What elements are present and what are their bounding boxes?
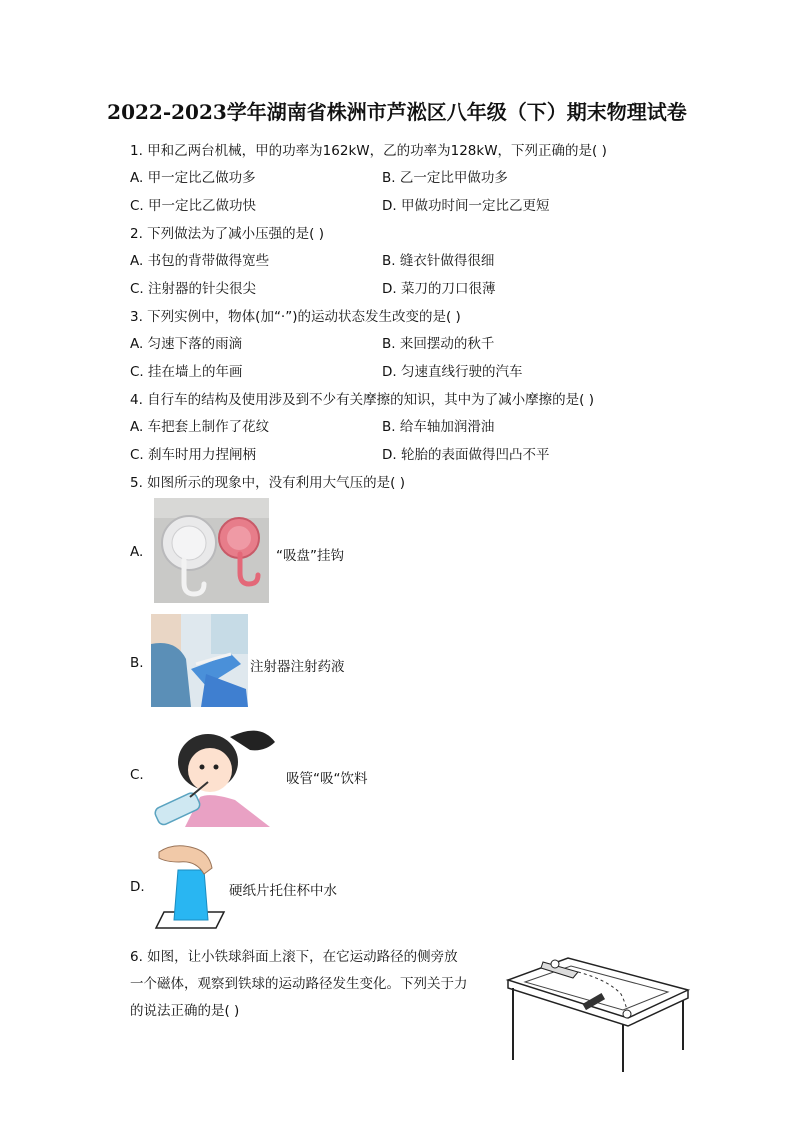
q1-option-a: A. 甲一定比乙做功多 <box>130 170 256 186</box>
page-title: 2022-2023学年湖南省株洲市芦淞区八年级（下）期末物理试卷 <box>107 100 687 124</box>
q1-option-d: D. 甲做功时间一定比乙更短 <box>382 198 550 214</box>
q5-caption-d: 硬纸片托住杯中水 <box>229 883 337 899</box>
q2-option-b: B. 缝衣针做得很细 <box>382 253 495 269</box>
q2-option-c: C. 注射器的针尖很尖 <box>130 281 257 297</box>
suction-hook-image <box>154 498 269 603</box>
question-4-stem: 4. 自行车的结构及使用涉及到不少有关摩擦的知识，其中为了减小摩擦的是( ) <box>130 392 594 408</box>
q2-option-a: A. 书包的背带做得宽些 <box>130 253 270 269</box>
cup-card-image <box>154 840 226 932</box>
q5-caption-a: “吸盘”挂钩 <box>276 548 344 564</box>
q4-option-d: D. 轮胎的表面做得凹凸不平 <box>382 447 550 463</box>
q1-option-c: C. 甲一定比乙做功快 <box>130 198 257 214</box>
injection-image <box>151 614 248 707</box>
girl-drinking-image <box>150 722 280 830</box>
q2-option-d: D. 菜刀的刀口很薄 <box>382 281 496 297</box>
question-6-stem-line-2: 一个磁体，观察到铁球的运动路径发生变化。下列关于力 <box>130 976 468 992</box>
magnet-ball-table-diagram <box>503 950 693 1075</box>
q3-option-d: D. 匀速直线行驶的汽车 <box>382 364 523 380</box>
q3-option-c: C. 挂在墙上的年画 <box>130 364 243 380</box>
q5-option-d: D. <box>130 879 145 895</box>
q3-option-b: B. 来回摆动的秋千 <box>382 336 495 352</box>
question-3-stem: 3. 下列实例中，物体(加“·”)的运动状态发生改变的是( ) <box>130 309 461 325</box>
q5-option-b: B. <box>130 655 144 671</box>
question-6-stem-line-3: 的说法正确的是( ) <box>130 1003 240 1019</box>
question-2-stem: 2. 下列做法为了减小压强的是( ) <box>130 226 324 242</box>
question-6-stem-line-1: 6. 如图，让小铁球斜面上滚下，在它运动路径的侧旁放 <box>130 949 458 965</box>
question-1-stem: 1. 甲和乙两台机械，甲的功率为162kW，乙的功率为128kW，下列正确的是( ) <box>130 143 607 159</box>
q4-option-b: B. 给车轴加润滑油 <box>382 419 495 435</box>
q4-option-a: A. 车把套上制作了花纹 <box>130 419 270 435</box>
q5-caption-c: 吸管“吸“饮料 <box>286 771 368 787</box>
q5-option-c: C. <box>130 767 144 783</box>
q5-option-a: A. <box>130 544 144 560</box>
q3-option-a: A. 匀速下落的雨滴 <box>130 336 243 352</box>
q1-option-b: B. 乙一定比甲做功多 <box>382 170 508 186</box>
question-5-stem: 5. 如图所示的现象中，没有利用大气压的是( ) <box>130 475 405 491</box>
q5-caption-b: 注射器注射药液 <box>250 659 345 675</box>
q4-option-c: C. 刹车时用力捏闸柄 <box>130 447 257 463</box>
